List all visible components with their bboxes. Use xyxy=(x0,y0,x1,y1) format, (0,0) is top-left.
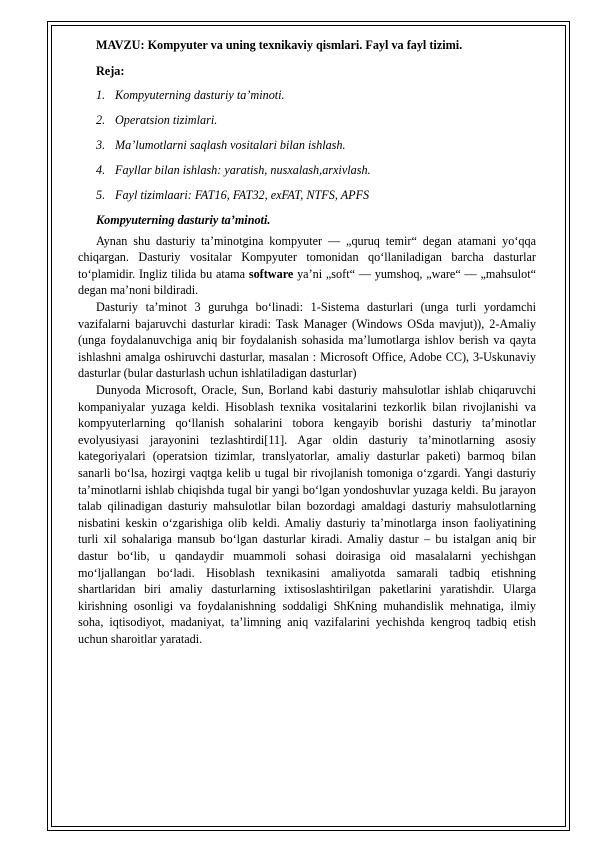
section-heading: Kompyuterning dasturiy ta’minoti. xyxy=(96,213,271,228)
plan-item: 2. Operatsion tizimlari. xyxy=(96,113,218,128)
software-term: software xyxy=(248,266,294,281)
document-title: MAVZU: Kompyuter va uning texnikaviy qismlari. Fayl va fayl tizimi. xyxy=(96,38,463,52)
plan-item: 3. Ma’lumotlarni saqlash vositalari bilan ishlash. xyxy=(96,138,346,153)
paragraph-3: Dunyoda Microsoft, Oracle, Sun, Borland kabi dasturiy mahsulotlar ishlab chiqaruvchi kompaniyalar yuzaga keldi. Hisoblash texnika vositalarini tezkorlik bilan rivojlanishi va kompyuterlarning qo‘llanish sohalarini tobora kengayib borishi dasturiy ta’minotlar evolyusiyasi jarayonini tezlashtirdi[11]. Agar oldin dasturiy ta’minotlarning asosiy kategoriyalari (operatsion tizimlar, translyatorlar, amaliy dasturlar paketi) barmoq bilan sanarli bo‘lsa, hozirgi vaqtga kelib u tugal bir rivojlanish tomoniga o‘zgardi. Yangi dasturiy ta’minotlarni ishlab chiqishda tugal bir yangi bo‘lgan yondoshuvlar yuzaga keldi. Bu jarayon talab qilinadigan dasturiy mahsulotlar bilan bozordagi amaldagi dasturiy mahsulotlarning nisbatini keskin o‘zgarishiga olib keldi. Amaliy dasturiy ta’minotlarga inson faoliyatining turli xil sohalariga mansub bo‘lgan dasturlar kiradi. Amaliy dastur – bu istalgan aniq bir dastur bo‘lib, u qandaydir muammoli sohasi doirasiga oid masalalarni yechishgan mo‘ljallangan bo‘ladi. Hisoblash texnikasini amaliyotda samarali tadbiq etishning shartlaridan biri amaliy dasturlarning ixtisoslashtirilgan paketlarini yaratishdir. Ularga kirishning osonligi va foydalanishning soddaligi ShKning muhandislik mehnatiga, ilmiy soha, iqtisodiyot, madaniyat, ta’limning aniq vazifalarini yechishda kengroq tadbiq etish uchun sharoitlar yaratadi. xyxy=(78,383,536,646)
paragraph-2: Dasturiy ta’minot 3 guruhga bo‘linadi: 1-Sistema dasturlari (unga turli yordamchi vazifalarni bajaruvchi dasturlar kiradi: Task Manager (Windows OSda mavjut)), 2-Amaliy (unga foydalanuvchiga aniq bir foydalanish sohasida ma’lumotlarga ishlov berish va qayta ishlashni amalga oshiruvchi dasturlar, masalan : Microsoft Office, Adobe CC), 3-Uskunaviy dasturlar (bular dasturlash uchun ishlatiladigan dasturlar) xyxy=(78,300,536,381)
plan-item: 4. Fayllar bilan ishlash: yaratish, nusxalash,arxivlash. xyxy=(96,163,371,178)
plan-item: 1. Kompyuterning dasturiy ta’minoti. xyxy=(96,88,285,103)
plan-item: 5. Fayl tizimlaari: FAT16, FAT32, exFAT, NTFS, APFS xyxy=(96,188,370,203)
plan-heading: Reja: xyxy=(96,63,125,78)
paragraph-1: Aynan shu dasturiy ta’minotgina kompyuter — „quruq temir“ degan atamani yo‘qqa chiqargan. Dasturiy vositalar Kompyuter tomonidan qo‘llaniladigan barcha dasturlar to‘plamidir. Ingliz tilida bu atama software ya’ni „soft“ — yumshoq, „ware“ — „mahsulot“ degan ma’noni bildiradi. xyxy=(78,233,536,298)
document-body xyxy=(78,37,536,648)
plan-list xyxy=(78,87,536,204)
